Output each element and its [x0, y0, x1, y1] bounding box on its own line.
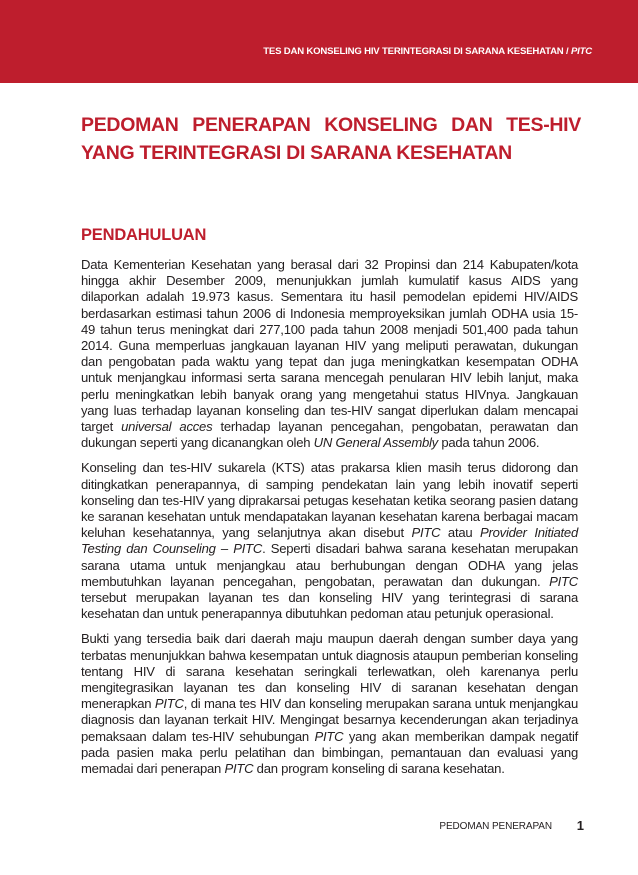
paragraph-3-text-c: , di mana tes HIV dan konseling merupakan sarana untuk menjangkau diagnosis dan layanan terkait HIV. Mengingat besarnya kecenderungan akan terjadinya pemaksaan dalam tes-HIV sehubungan	[81, 696, 578, 744]
paragraph-2-text-a: Konseling dan tes-HIV sukarela (KTS) atas prakarsa klien masih terus didorong dan ditingkatkan penerapannya, di samping pendekatan lain yang lebih inovatif seperti konseling dan tes-HIV yang diprakarsai petugas kesehatan ketika seorang pasien datang ke saranan kesehatan untuk mendapatakan layanan kesehatan karena berbagai macam keluhan kesehatannya, yang selanjutnya akan disebut	[81, 460, 578, 541]
paragraph-2-italic-d: Provider Initiated Testing dan Counseling – PITC	[81, 525, 578, 557]
paragraph-3	[81, 631, 578, 777]
paragraph-2-text-c: atau	[440, 525, 481, 541]
paragraph-3-italic-d: PITC	[314, 728, 344, 744]
paragraph-1-text-c: terhadap layanan pencegahan, pengobatan, perawatan dan dukungan seperti yang dicanangkan oleh	[81, 419, 579, 451]
paragraph-3-italic-f: PITC	[224, 761, 254, 777]
paragraph-2-italic-f: PITC	[549, 573, 578, 589]
paragraph-3-text-a: Bukti yang tersedia baik dari daerah maju maupun daerah dengan sumber daya yang terbatas menunjukkan bahwa kesempatan untuk diagnosis ataupun pemberian konseling tentang HIV di sarana kesehatan seringkali terlewatkan, oleh karenanya perlu mengitegrasikan layanan tes dan konseling HIV di saranan kesehatan dengan menerapkan	[81, 631, 578, 712]
paragraph-1-text-e: pada tahun 2006.	[437, 435, 540, 451]
paragraph-1	[81, 257, 578, 451]
running-header	[263, 46, 592, 57]
paragraph-3-italic-b: PITC	[154, 696, 184, 712]
body-text	[81, 257, 578, 786]
running-header-title: TES DAN KONSELING HIV TERINTEGRASI DI SARANA KESEHATAN /	[263, 46, 571, 57]
running-header-abbreviation: PITC	[570, 46, 592, 57]
paragraph-2	[81, 460, 578, 622]
paragraph-1-text-a: Data Kementerian Kesehatan yang berasal dari 32 Propinsi dan 214 Kabupaten/kota hingga akhir Desember 2009, menunjukkan jumlah kumulatif kasus AIDS yang dilaporkan adalah 19.973 kasus. Sementara itu hasil pemodelan epidemi HIV/AIDS berdasarkan estimasi tahun 2006 di Indonesia memproyeksikan jumlah ODHA usia 15-49 tahun terus meningkat dari 277,100 pada tahun 2008 menjadi 501,400 pada tahun 2014. Guna memperluas jangkauan layanan HIV yang meliputi perawatan, dukungan dan pengobatan pada waktu yang tepat dan juga meningkatkan kesempatan ODHA untuk menjangkau informasi serta sarana mencegah penularan HIV lebih lanjut, maka perlu meningkatkan lebih banyak orang yang mengetahui status HIVnya. Jangkauan yang luas terhadap layanan konseling dan tes-HIV sangat diperlukan dalam mencapai target	[81, 257, 578, 435]
paragraph-2-text-g: tersebut merupakan layanan tes dan konseling HIV yang terintegrasi di sarana kesehatan dan untuk penerapannya dibutuhkan pedoman atau petunjuk operasional.	[81, 590, 578, 622]
paragraph-3-text-g: dan program konseling di sarana kesehatan.	[253, 761, 505, 777]
paragraph-2-text-e: . Seperti disadari bahwa sarana kesehatan merupakan sarana utama untuk menjangkau atau berhubungan dengan ODHA yang jelas membutuhkan layanan pencegahan, pengobatan, perawatan dan dukungan.	[81, 541, 578, 589]
paragraph-2-italic-b: PITC	[411, 525, 441, 541]
page-number: 1	[576, 818, 584, 833]
paragraph-1-italic-b: universal acces	[121, 419, 213, 435]
paragraph-1-italic-d: UN General Assembly	[313, 435, 438, 451]
document-title: PEDOMAN PENERAPAN KONSELING DAN TES-HIV YANG TERINTEGRASI DI SARANA KESEHATAN	[81, 114, 581, 164]
footer-label: PEDOMAN PENERAPAN	[439, 821, 552, 832]
section-heading: PENDAHULUAN	[81, 226, 207, 244]
header-band	[0, 0, 638, 83]
paragraph-3-text-e: yang akan memberikan dampak negatif pada pasien maka perlu pelatihan dan bimbingan, pemantauan dan evaluasi yang memadai dari penerapan	[81, 728, 578, 777]
